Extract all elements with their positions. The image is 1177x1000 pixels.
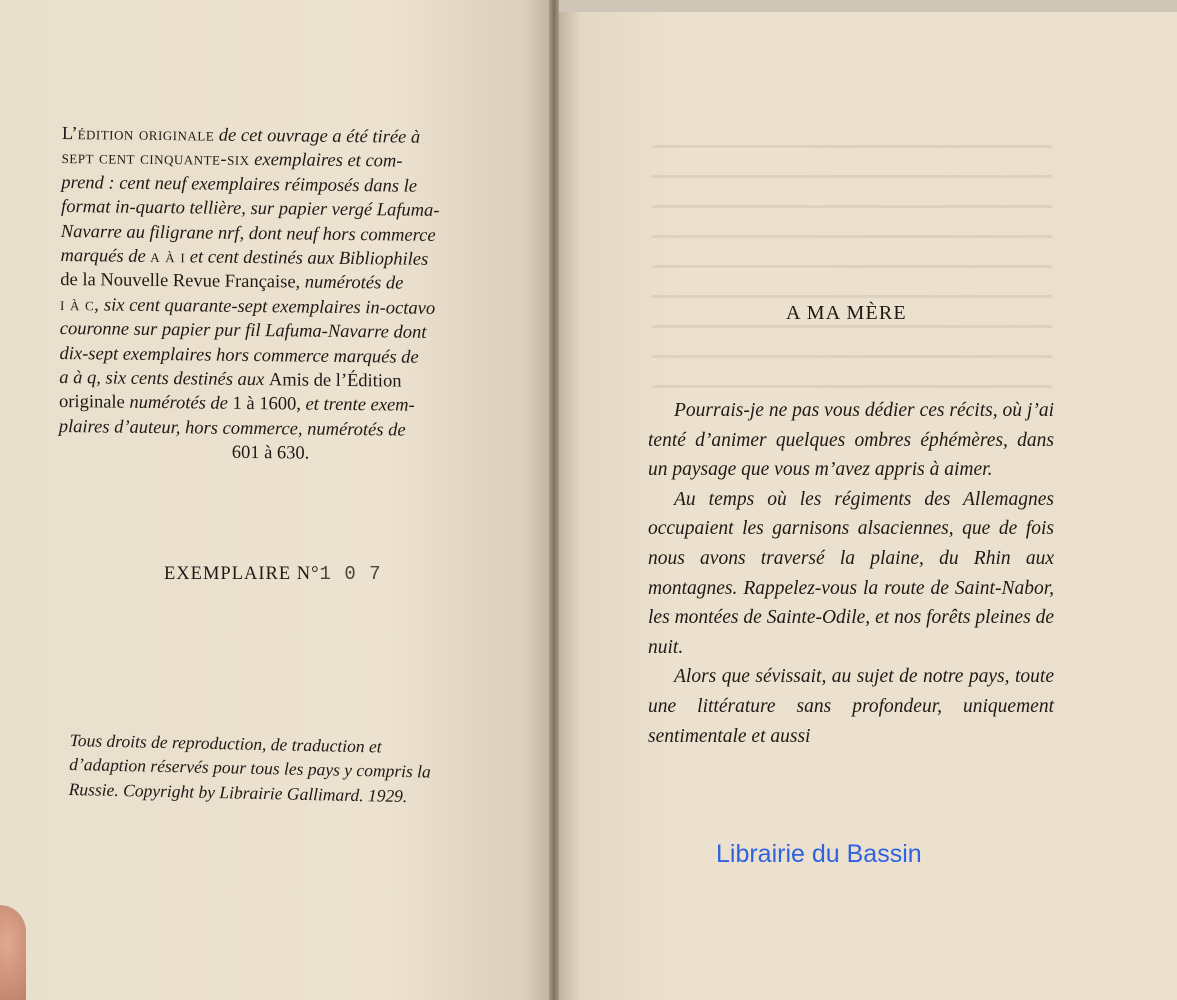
book-gutter [549, 0, 559, 1000]
thumb [0, 905, 26, 1000]
exemplaire-number [164, 563, 382, 585]
dedication-paragraph: Pourrais-je ne pas vous dédier ces récits, où j’ai tenté d’animer quelques ombres éphémères, dans un paysage que vous m’avez appris à aimer. [648, 400, 1054, 481]
rights-notice: Tous droits de reproduction, de traduction et d’adaption réservés pour tous les pays y compris la Russie. Copyright by Librairie Gallimard. 1929. [68, 729, 432, 806]
colophon: L’édition originale de cet ouvrage a été tirée à sept cent cinquante-six exemplaires et com- prend : cent neuf exemplaires réimposés dans le format in-quarto tellière, sur papier vergé Lafuma- Navarre au filigrane nrf, dont neuf hors commerce marqués de a à i et cent destinés aux Bibliophiles de la Nouvelle Revue Française, numérotés de i à c, six cent quarante-sept exemplaires in-octavo couronne sur papier pur fil Lafuma-Navarre dont dix-sept exemplaires hors commerce marqués de a à q, six cents destinés aux Amis de l’Édition originale numérotés de 1 à 1600, et trente exem- plaires d’auteur, hors commerce, numérotés de 601 à 630. [58, 123, 440, 464]
dedication-paragraph: Au temps où les régiments des Allemagnes occupaient les garnisons alsaciennes, que de fois nous avons traversé la plaine, du Rhin aux montagnes. Rappelez-vous la route de Saint-Nabor, les montées de Sainte-Odile, et nos forêts pleines de nuit. [648, 488, 1054, 658]
dedication-text [648, 396, 1054, 751]
exemplaire-stamp: 1 0 7 [319, 563, 382, 585]
dedication-title: A MA MÈRE [786, 302, 907, 324]
exemplaire-label: EXEMPLAIRE N° [164, 564, 320, 584]
seller-watermark: Librairie du Bassin [716, 840, 922, 868]
show-through-text [652, 145, 1052, 405]
dedication-paragraph: Alors que sévissait, au sujet de notre pays, toute une littérature sans profondeur, uniquement sentimentale et aussi [648, 666, 1054, 747]
